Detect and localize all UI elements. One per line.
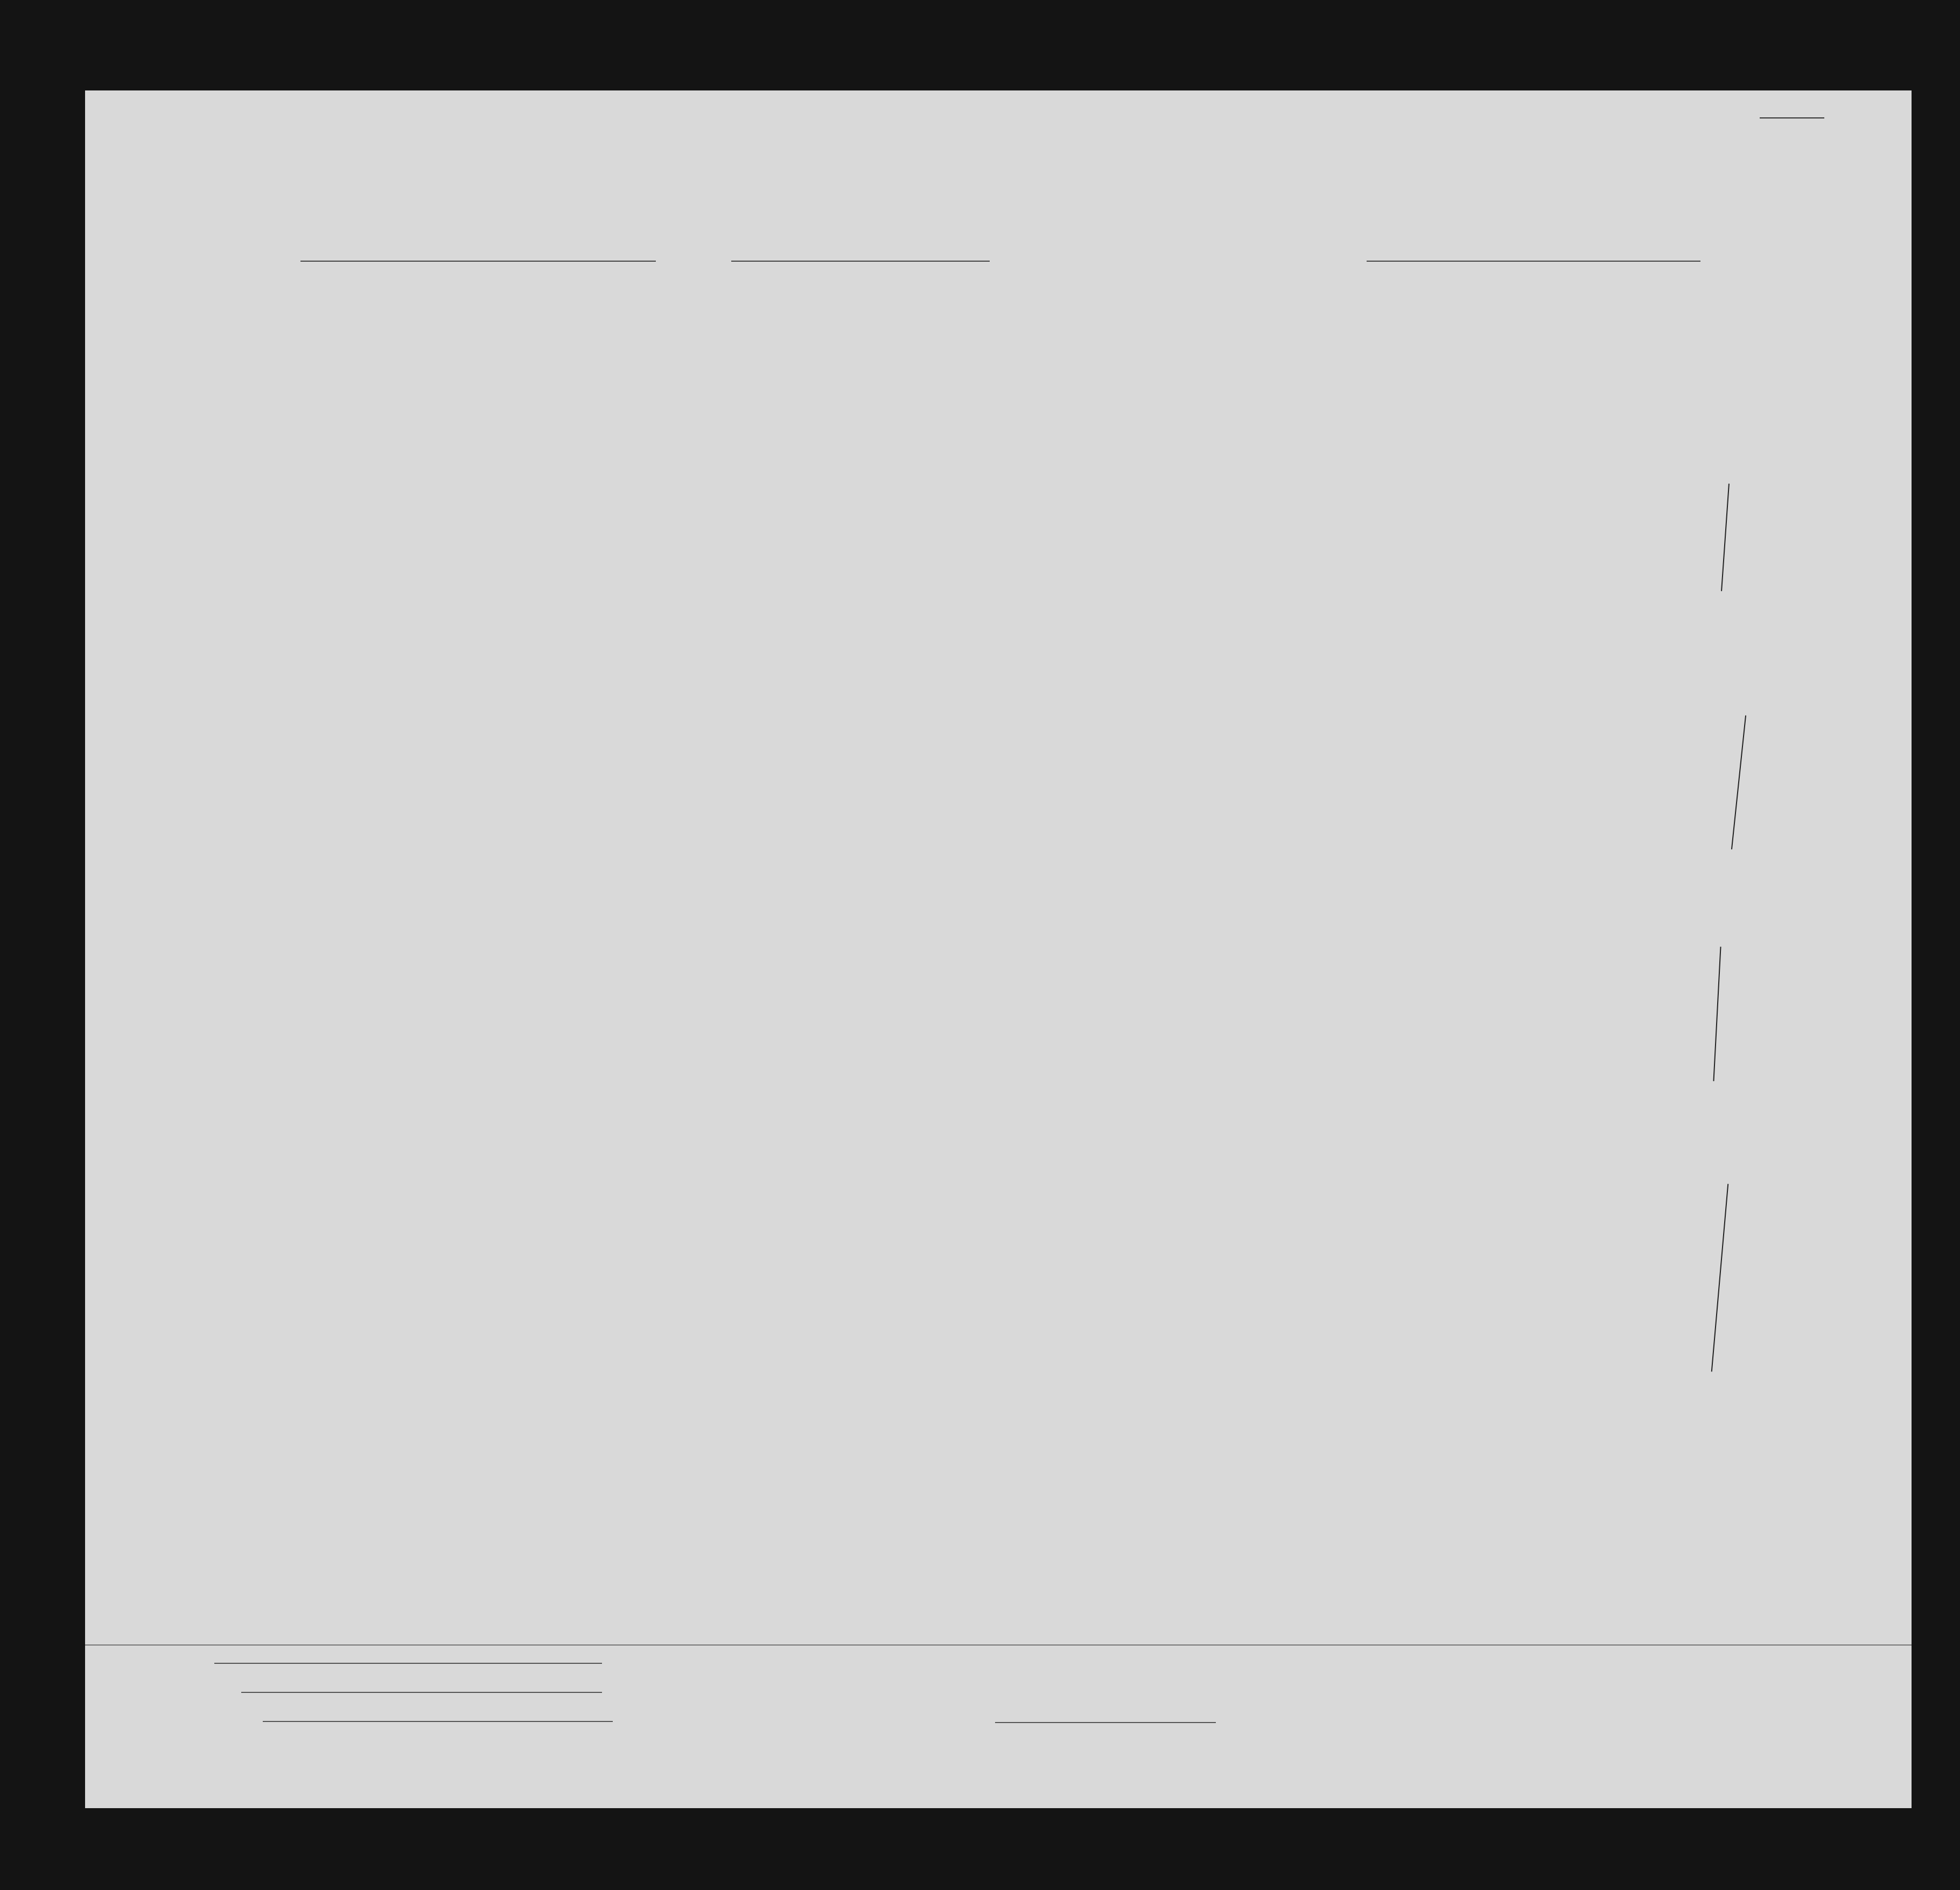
vessel-name — [300, 261, 656, 262]
inspector-label — [995, 1722, 1216, 1723]
ditto-stroke — [1713, 947, 1721, 1081]
from-port — [1367, 261, 1700, 262]
agents-value — [263, 1721, 613, 1722]
ditto-stroke — [1721, 484, 1730, 591]
manifest-sheet — [85, 90, 1912, 1808]
arrival-port — [731, 261, 990, 262]
line-value — [214, 1663, 602, 1664]
ditto-stroke — [1711, 1184, 1728, 1372]
sheet-number — [1760, 117, 1824, 118]
owners-value — [241, 1692, 602, 1693]
footer-rule — [85, 1644, 1912, 1646]
ditto-stroke — [1731, 716, 1746, 850]
